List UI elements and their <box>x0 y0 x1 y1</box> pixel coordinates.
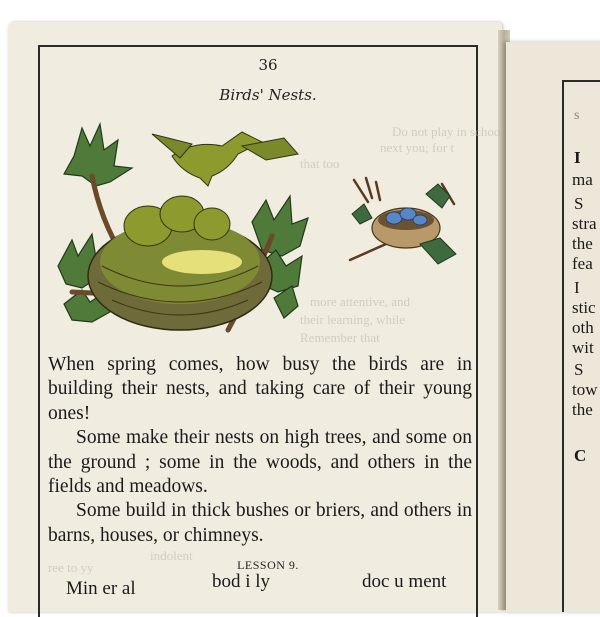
bleed-through-line: ree to yy <box>48 560 94 575</box>
right-page-fragment: the <box>572 400 593 419</box>
paragraph: Some make their nests on high trees, and some on the ground ; some in the woods, and others in the fields and meadows. <box>48 427 472 498</box>
right-page-fragment: S <box>574 360 584 379</box>
word-list-item: bod i ly <box>212 571 271 592</box>
bleed-through-line: Do not play in school <box>392 124 504 139</box>
right-page-fragment: tow <box>572 380 598 399</box>
right-page-fragment: S <box>574 194 584 213</box>
right-page-fragment: ma <box>572 170 593 189</box>
paragraph: Some build in thick bushes or briers, and others in barns, houses, or chimneys. <box>48 500 472 546</box>
right-page-fragment: wit <box>572 338 594 357</box>
right-page-fragment: fea <box>572 254 593 273</box>
lesson-heading: LESSON 9. <box>237 558 299 572</box>
mother-bird-nest-illustration <box>52 116 322 348</box>
bleed-through-line: their learning, while <box>300 312 406 327</box>
right-page-fragment: s <box>574 108 580 123</box>
bleed-through-line: next you; for t <box>380 140 455 155</box>
right-page-fragment: I <box>574 148 581 167</box>
right-page-fragment: stra <box>572 214 597 233</box>
blue-eggs-nest-illustration <box>346 174 464 274</box>
paragraph: When spring comes, how busy the birds are in building their nests, and taking care of their young ones! <box>48 354 472 424</box>
bleed-through-line: Remember that <box>300 330 380 345</box>
bleed-through-line: that too <box>300 156 340 171</box>
bleed-through-line: more attentive, and <box>310 294 410 309</box>
right-page-fragment: C <box>574 446 587 465</box>
right-page-fragment: the <box>572 234 593 253</box>
word-list-item: Min er al <box>66 578 136 599</box>
lesson-body <box>48 353 472 548</box>
bleed-through-line: indolent <box>150 548 193 563</box>
right-page-fragment: stic <box>572 298 596 317</box>
page-number: 36 <box>258 56 278 74</box>
word-list-item: doc u ment <box>362 571 447 592</box>
running-title: Birds' Nests. <box>219 86 317 104</box>
right-page-fragment: I <box>574 278 580 297</box>
right-page-fragment: oth <box>572 318 594 337</box>
